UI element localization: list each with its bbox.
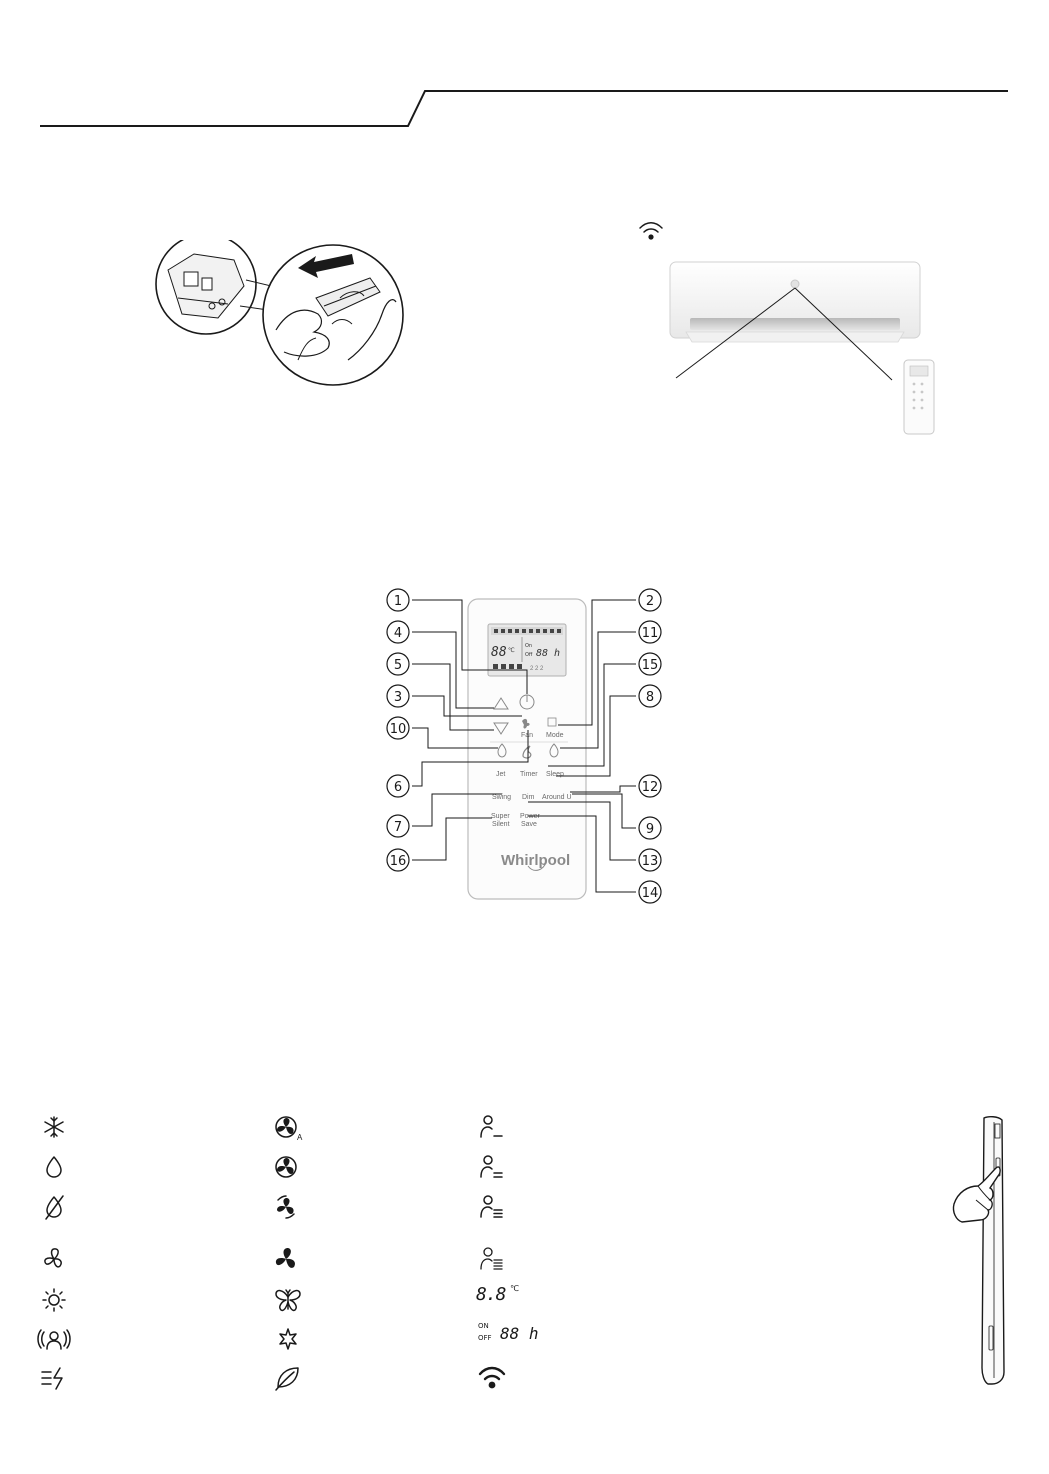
droplet-icon <box>36 1152 72 1182</box>
callout-4 <box>387 621 409 643</box>
around-u-icon <box>36 1324 72 1354</box>
callout-1 <box>387 589 409 611</box>
swing-button[interactable]: Swing <box>492 794 512 801</box>
svg-text:7: 7 <box>393 820 403 835</box>
no-droplet-icon <box>36 1192 72 1222</box>
svg-text:8: 8 <box>645 690 655 705</box>
svg-text:1: 1 <box>393 594 403 609</box>
callout-7 <box>387 815 409 837</box>
fan-turbo-icon <box>270 1244 306 1274</box>
timer-on-label: ON <box>478 1322 489 1330</box>
svg-text:Silent: Silent <box>492 821 510 828</box>
timer-display-value: 88 h <box>500 1324 539 1343</box>
svg-text:4: 4 <box>393 626 403 641</box>
svg-text:11: 11 <box>641 626 659 641</box>
callout-11 <box>639 621 661 643</box>
remote-display-on: On <box>525 643 533 649</box>
snowflake-icon <box>36 1112 72 1142</box>
svg-text:Power: Power <box>520 813 540 820</box>
callout-3 <box>387 685 409 707</box>
wifi-icon <box>638 220 664 242</box>
temperature-display-icon <box>476 1284 536 1310</box>
header-rule <box>0 0 1049 140</box>
remote-display-off: Off <box>525 652 533 658</box>
person-fan-max-icon <box>474 1244 510 1274</box>
svg-text:14: 14 <box>641 886 659 901</box>
callout-5 <box>387 653 409 675</box>
svg-text:3: 3 <box>393 690 403 705</box>
fan-only-icon <box>36 1244 72 1274</box>
callout-14 <box>639 881 661 903</box>
sleep-star-icon <box>270 1324 306 1354</box>
person-fan-medium-icon <box>474 1152 510 1182</box>
brand-logo: Whirlpool <box>501 852 571 869</box>
callout-10 <box>387 717 409 739</box>
person-fan-low-icon <box>474 1112 510 1142</box>
butterfly-icon <box>270 1285 306 1315</box>
callout-8 <box>639 685 661 707</box>
timer-button[interactable]: Timer <box>520 771 538 778</box>
super-silent-button[interactable] <box>491 813 510 828</box>
svg-text:15: 15 <box>641 658 659 673</box>
svg-text:16: 16 <box>389 854 407 869</box>
svg-text:12: 12 <box>641 780 659 795</box>
dim-button[interactable]: Dim <box>522 794 535 801</box>
callout-2 <box>639 589 661 611</box>
temperature-display-unit: ℃ <box>509 1284 519 1293</box>
svg-text:10: 10 <box>389 722 407 737</box>
indoor-unit-illustration <box>660 258 960 440</box>
jet-button[interactable]: Jet <box>496 771 506 778</box>
remote-side-button-illustration <box>948 1112 1012 1396</box>
person-fan-high-icon <box>474 1192 510 1222</box>
svg-text:Mode: Mode <box>546 732 564 739</box>
around-u-button[interactable]: Around U <box>542 794 572 801</box>
callout-12 <box>639 775 661 797</box>
callout-15 <box>639 653 661 675</box>
battery-removal-illustration <box>148 240 416 388</box>
fan-high-icon <box>270 1192 306 1222</box>
svg-text:Save: Save <box>521 821 537 828</box>
sleep-button[interactable]: Sleep <box>546 771 564 778</box>
fan-low-icon <box>270 1152 306 1182</box>
remote-display-temp-unit: ℃ <box>508 647 515 654</box>
callout-9 <box>639 817 661 839</box>
svg-text:2 2 2: 2 2 2 <box>530 666 544 672</box>
temperature-display-value: 8.8 <box>476 1284 506 1305</box>
remote-display-temp: 88 <box>491 645 507 660</box>
fan-auto-icon <box>270 1112 306 1142</box>
callout-6 <box>387 775 409 797</box>
wifi-legend-icon <box>474 1363 510 1393</box>
svg-text:9: 9 <box>645 822 655 837</box>
svg-text:Super: Super <box>491 813 510 820</box>
remote-diagram <box>370 580 670 910</box>
svg-text:Fan: Fan <box>521 732 534 739</box>
svg-text:2: 2 <box>645 594 655 609</box>
timer-off-label: OFF <box>478 1334 492 1342</box>
svg-text:5: 5 <box>393 658 403 673</box>
callout-13 <box>639 849 661 871</box>
svg-text:A: A <box>297 1133 303 1142</box>
leaf-icon <box>270 1363 306 1393</box>
sun-icon <box>36 1285 72 1315</box>
timer-display-icon <box>478 1322 568 1352</box>
remote-display-timer: 88 h <box>536 648 561 659</box>
jet-icon <box>36 1363 72 1393</box>
callout-16 <box>387 849 409 871</box>
svg-text:13: 13 <box>641 854 659 869</box>
svg-text:6: 6 <box>393 780 403 795</box>
